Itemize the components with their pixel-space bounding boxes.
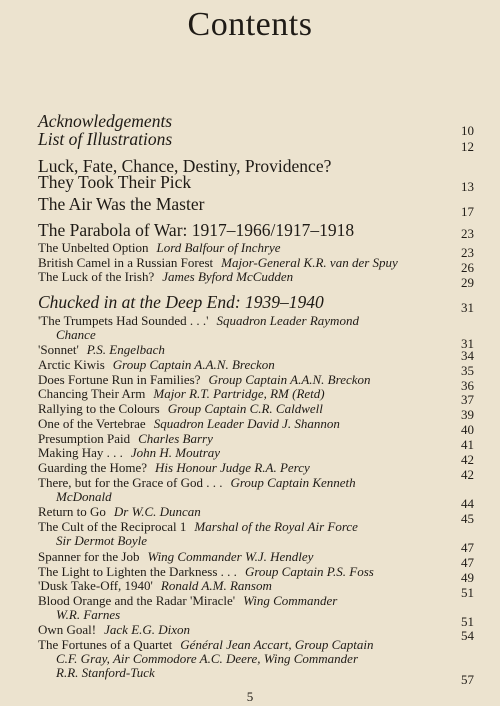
entry-author: Wing Commander bbox=[243, 593, 338, 608]
entry-author: James Byford McCudden bbox=[162, 269, 294, 284]
page-number: 36 bbox=[461, 378, 474, 393]
contents-entry bbox=[38, 607, 456, 623]
entry-title: The Fortunes of a Quartet bbox=[38, 637, 173, 652]
page-number: 37 bbox=[461, 392, 474, 407]
page-number: 29 bbox=[461, 275, 474, 290]
page-number: 40 bbox=[461, 422, 474, 437]
entry-author: Group Captain C.R. Caldwell bbox=[167, 401, 323, 416]
entry-author: Wing Commander W.J. Hendley bbox=[147, 549, 314, 564]
page-number: 51 bbox=[461, 614, 474, 629]
entry-title: Acknowledgements bbox=[38, 111, 173, 131]
page-number: 23 bbox=[461, 226, 474, 241]
entry-title: Chance bbox=[56, 327, 96, 342]
contents-entry bbox=[38, 194, 438, 215]
entry-title: The Light to Lighten the Darkness . . . bbox=[38, 564, 237, 579]
entry-title: The Parabola of War: 1917–1966/1917–1918 bbox=[38, 220, 355, 240]
entry-title: Arctic Kiwis bbox=[38, 357, 105, 372]
page-title: Contents bbox=[187, 6, 313, 43]
contents-entry bbox=[38, 622, 438, 638]
entry-title: C.F. Gray, Air Commodore A.C. Deere, Wing Commander bbox=[56, 651, 359, 666]
entry-title: 'Dusk Take-Off, 1940' bbox=[38, 578, 153, 593]
entry-title: The Luck of the Irish? bbox=[38, 269, 155, 284]
page-number: 12 bbox=[461, 139, 474, 154]
entry-author: Ronald A.M. Ransom bbox=[160, 578, 272, 593]
entry-author: Charles Barry bbox=[138, 431, 213, 446]
entry-author: His Honour Judge R.A. Percy bbox=[155, 460, 310, 475]
entry-title: R.R. Stanford-Tuck bbox=[56, 665, 155, 680]
contents-entry bbox=[38, 327, 456, 343]
page-number: 10 bbox=[461, 123, 474, 138]
page-number: 35 bbox=[461, 363, 474, 378]
entry-title: There, but for the Grace of God . . . bbox=[38, 475, 223, 490]
folio-number: 5 bbox=[246, 689, 254, 704]
contents-entry bbox=[38, 129, 438, 150]
contents-entry bbox=[38, 172, 438, 193]
contents-entry bbox=[38, 386, 438, 402]
contents-entry bbox=[38, 445, 438, 461]
entry-title: Sir Dermot Boyle bbox=[56, 533, 147, 548]
page-number: 51 bbox=[461, 585, 474, 600]
entry-author: Jack E.G. Dixon bbox=[104, 622, 191, 637]
page-number: 34 bbox=[461, 348, 474, 363]
page-number: 42 bbox=[461, 467, 474, 482]
contents-entry bbox=[38, 401, 438, 417]
entry-author: Major R.T. Partridge, RM (Retd) bbox=[153, 386, 325, 401]
entry-title: Presumption Paid bbox=[38, 431, 131, 446]
entry-author: Squadron Leader Raymond bbox=[216, 313, 359, 328]
entry-title: Making Hay . . . bbox=[38, 445, 123, 460]
entry-author: Lord Balfour of Inchrye bbox=[156, 240, 281, 255]
page-number: 23 bbox=[461, 245, 474, 260]
contents-entry bbox=[38, 220, 438, 241]
entry-author: Group Captain A.A.N. Breckon bbox=[112, 357, 275, 372]
entry-title: Luck, Fate, Chance, Destiny, Providence? bbox=[38, 156, 332, 176]
page-number: 41 bbox=[461, 437, 474, 452]
page-number: 47 bbox=[461, 555, 474, 570]
page-number: 13 bbox=[461, 179, 474, 194]
entry-title: The Air Was the Master bbox=[38, 194, 205, 214]
page-number: 31 bbox=[461, 336, 474, 351]
entry-title: The Cult of the Reciprocal 1 bbox=[38, 519, 187, 534]
entry-author: P.S. Engelbach bbox=[86, 342, 165, 357]
contents-entry bbox=[38, 489, 456, 505]
contents-entry bbox=[38, 269, 438, 285]
contents-entry bbox=[38, 292, 438, 313]
entry-title: They Took Their Pick bbox=[38, 172, 192, 192]
entry-title: Guarding the Home? bbox=[38, 460, 148, 475]
contents-entry bbox=[38, 504, 438, 520]
contents-entry bbox=[38, 416, 438, 432]
page-number: 42 bbox=[461, 452, 474, 467]
entry-author: Major-General K.R. van der Spuy bbox=[221, 255, 398, 270]
entry-title: One of the Vertebrae bbox=[38, 416, 146, 431]
entry-title: 'Sonnet' bbox=[38, 342, 79, 357]
entry-author: Group Captain A.A.N. Breckon bbox=[208, 372, 371, 387]
entry-author: Marshal of the Royal Air Force bbox=[194, 519, 358, 534]
page-number: 49 bbox=[461, 570, 474, 585]
entry-title: Does Fortune Run in Families? bbox=[38, 372, 201, 387]
contents-entry bbox=[38, 533, 456, 549]
entry-author: Group Captain Kenneth bbox=[230, 475, 356, 490]
contents-entry bbox=[38, 240, 438, 256]
contents-entry bbox=[38, 578, 438, 594]
entry-author: Squadron Leader David J. Shannon bbox=[153, 416, 340, 431]
entry-title: W.R. Farnes bbox=[56, 607, 121, 622]
entry-author: Group Captain P.S. Foss bbox=[244, 564, 374, 579]
entry-author: John H. Moutray bbox=[130, 445, 221, 460]
page-number: 26 bbox=[461, 260, 474, 275]
entry-title: British Camel in a Russian Forest bbox=[38, 255, 214, 270]
page-number: 44 bbox=[461, 496, 474, 511]
page-number: 47 bbox=[461, 540, 474, 555]
contents-entry bbox=[38, 342, 438, 358]
entry-title: Return to Go bbox=[38, 504, 106, 519]
entry-title: The Unbelted Option bbox=[38, 240, 149, 255]
contents-entry bbox=[38, 460, 438, 476]
contents-entry bbox=[38, 357, 438, 373]
entry-title: List of Illustrations bbox=[38, 129, 173, 149]
entry-author: Général Jean Accart, Group Captain bbox=[180, 637, 374, 652]
entry-title: Chancing Their Arm bbox=[38, 386, 146, 401]
page-number: 45 bbox=[461, 511, 474, 526]
page-number: 57 bbox=[461, 672, 474, 687]
entry-author: Dr W.C. Duncan bbox=[113, 504, 201, 519]
page-number: 54 bbox=[461, 628, 474, 643]
page-number: 17 bbox=[461, 204, 474, 219]
entry-title: Spanner for the Job bbox=[38, 549, 140, 564]
page-number: 31 bbox=[461, 300, 474, 315]
entry-title: 'The Trumpets Had Sounded . . .' bbox=[38, 313, 209, 328]
entry-title: McDonald bbox=[56, 489, 112, 504]
entry-title: Chucked in at the Deep End: 1939–1940 bbox=[38, 292, 324, 312]
contents-entry bbox=[38, 665, 456, 681]
entry-title: Rallying to the Colours bbox=[38, 401, 160, 416]
page-number: 39 bbox=[461, 407, 474, 422]
contents-entry bbox=[38, 549, 438, 565]
entry-title: Blood Orange and the Radar 'Miracle' bbox=[38, 593, 236, 608]
entry-title: Own Goal! bbox=[38, 622, 97, 637]
